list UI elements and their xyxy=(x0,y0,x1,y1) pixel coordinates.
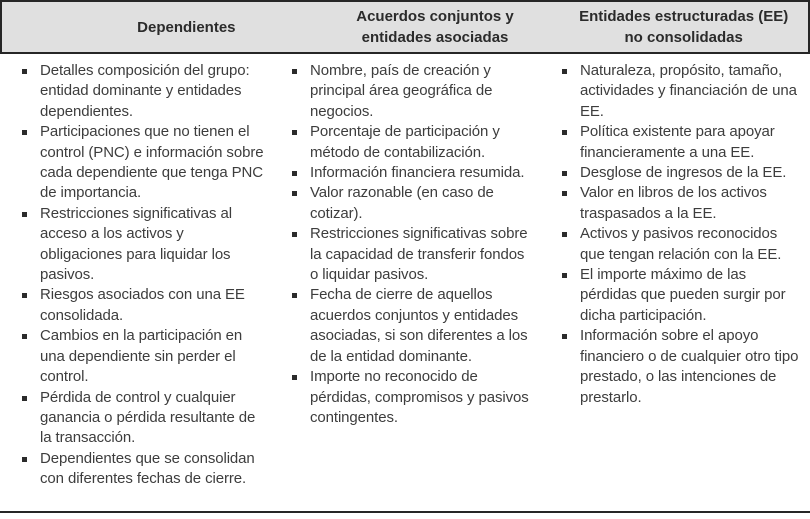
header-text-line-2: no consolidadas xyxy=(624,29,743,46)
column-header-acuerdos-conjuntos xyxy=(311,6,560,48)
list-item-text: Restricciones significativas sobre la capacidad de transferir fondos o liquidar pasivos. xyxy=(310,225,528,284)
list-item-text: Participaciones que no tienen el control (PNC) e información sobre cada dependiente que tenga PNC de importancia. xyxy=(40,123,264,202)
list-item xyxy=(22,388,265,449)
list-item xyxy=(22,204,265,286)
list-item-text: Naturaleza, propósito, tamaño, actividades y financiación de una EE. xyxy=(580,62,797,120)
column-header-dependientes xyxy=(2,17,311,38)
list-item-text: Valor en libros de los activos traspasados a la EE. xyxy=(580,184,767,222)
table-column-3 xyxy=(540,61,810,511)
column-header-entidades-estructuradas xyxy=(559,6,808,48)
bullet-square-icon xyxy=(562,273,567,278)
header-text-line-1: Entidades estructuradas (EE) xyxy=(579,8,789,25)
list-item-text: Desglose de ingresos de la EE. xyxy=(580,164,787,182)
bullet-square-icon xyxy=(22,130,27,135)
bullet-square-icon xyxy=(292,293,297,298)
list-item xyxy=(22,449,265,490)
list-item-text: Política existente para apoyar financieramente a una EE. xyxy=(580,123,775,161)
list-item xyxy=(292,122,535,163)
list-item-text: Riesgos asociados con una EE consolidada. xyxy=(40,286,245,324)
list-item-text: Fecha de cierre de aquellos acuerdos conjuntos y entidades asociadas, si son diferentes a los de la entidad dominante. xyxy=(310,286,528,365)
list-item-text: Pérdida de control y cualquier ganancia o pérdida resultante de la transacción. xyxy=(40,388,256,447)
list-item xyxy=(292,367,535,428)
list-item-text: Cambios en la participación en una dependiente sin perder el control. xyxy=(40,327,243,386)
bullet-square-icon xyxy=(22,293,27,298)
list-item xyxy=(562,224,805,265)
bullet-square-icon xyxy=(292,232,297,237)
list-item-text: Restricciones significativas al acceso a los activos y obligaciones para liquidar los pasivos. xyxy=(40,204,232,284)
list-item xyxy=(22,122,265,204)
bullet-square-icon xyxy=(292,171,297,176)
list-item xyxy=(562,326,805,408)
table-body xyxy=(0,54,810,513)
bullet-square-icon xyxy=(292,191,297,196)
bullet-square-icon xyxy=(292,69,297,74)
bullet-square-icon xyxy=(22,69,27,74)
list-item xyxy=(22,61,265,122)
list-item xyxy=(562,122,805,163)
header-text-line-2: entidades asociadas xyxy=(361,29,509,46)
list-item xyxy=(292,224,535,285)
bullet-square-icon xyxy=(22,457,27,462)
list-item xyxy=(292,61,535,122)
bullet-square-icon xyxy=(562,69,567,74)
list-item-text: Valor razonable (en caso de cotizar). xyxy=(310,184,494,222)
list-item-text: Dependientes que se consolidan con diferentes fechas de cierre. xyxy=(40,449,255,488)
list-item xyxy=(22,326,265,387)
bullet-square-icon xyxy=(22,212,27,217)
table-column-2 xyxy=(270,61,540,511)
list-item-text: Importe no reconocido de pérdidas, compromisos y pasivos contingentes. xyxy=(310,368,529,426)
bullet-square-icon xyxy=(22,396,27,401)
list-item xyxy=(562,163,805,183)
header-text-line-1: Acuerdos conjuntos y xyxy=(356,8,514,25)
list-item-text: Nombre, país de creación y principal área geográfica de negocios. xyxy=(310,62,493,120)
list-item-text: Porcentaje de participación y método de contabilización. xyxy=(310,123,500,161)
bullet-square-icon xyxy=(562,334,567,339)
bullet-square-icon xyxy=(22,334,27,339)
list-item-text: Información financiera resumida. xyxy=(310,164,525,182)
bullet-square-icon xyxy=(562,130,567,135)
list-item xyxy=(562,183,805,224)
list-item xyxy=(292,285,535,367)
bullet-square-icon xyxy=(562,232,567,237)
header-text: Dependientes xyxy=(137,18,236,36)
table-column-1 xyxy=(0,61,270,511)
list-item xyxy=(22,285,265,326)
list-item xyxy=(292,163,535,183)
list-item xyxy=(562,61,805,122)
bullet-square-icon xyxy=(292,130,297,135)
list-item xyxy=(292,183,535,224)
bullet-square-icon xyxy=(562,171,567,176)
bullet-square-icon xyxy=(562,191,567,196)
list-item-text: Activos y pasivos reconocidos que tengan relación con la EE. xyxy=(580,225,782,263)
list-item xyxy=(562,265,805,326)
table-header-row xyxy=(0,0,810,54)
list-item-text: El importe máximo de las pérdidas que pueden surgir por dicha participación. xyxy=(580,266,786,324)
bullet-square-icon xyxy=(292,375,297,380)
list-item-text: Detalles composición del grupo: entidad dominante y entidades dependientes. xyxy=(40,62,250,120)
list-item-text: Información sobre el apoyo financiero o de cualquier otro tipo prestado, o las intenciones de prestarlo. xyxy=(580,327,799,406)
